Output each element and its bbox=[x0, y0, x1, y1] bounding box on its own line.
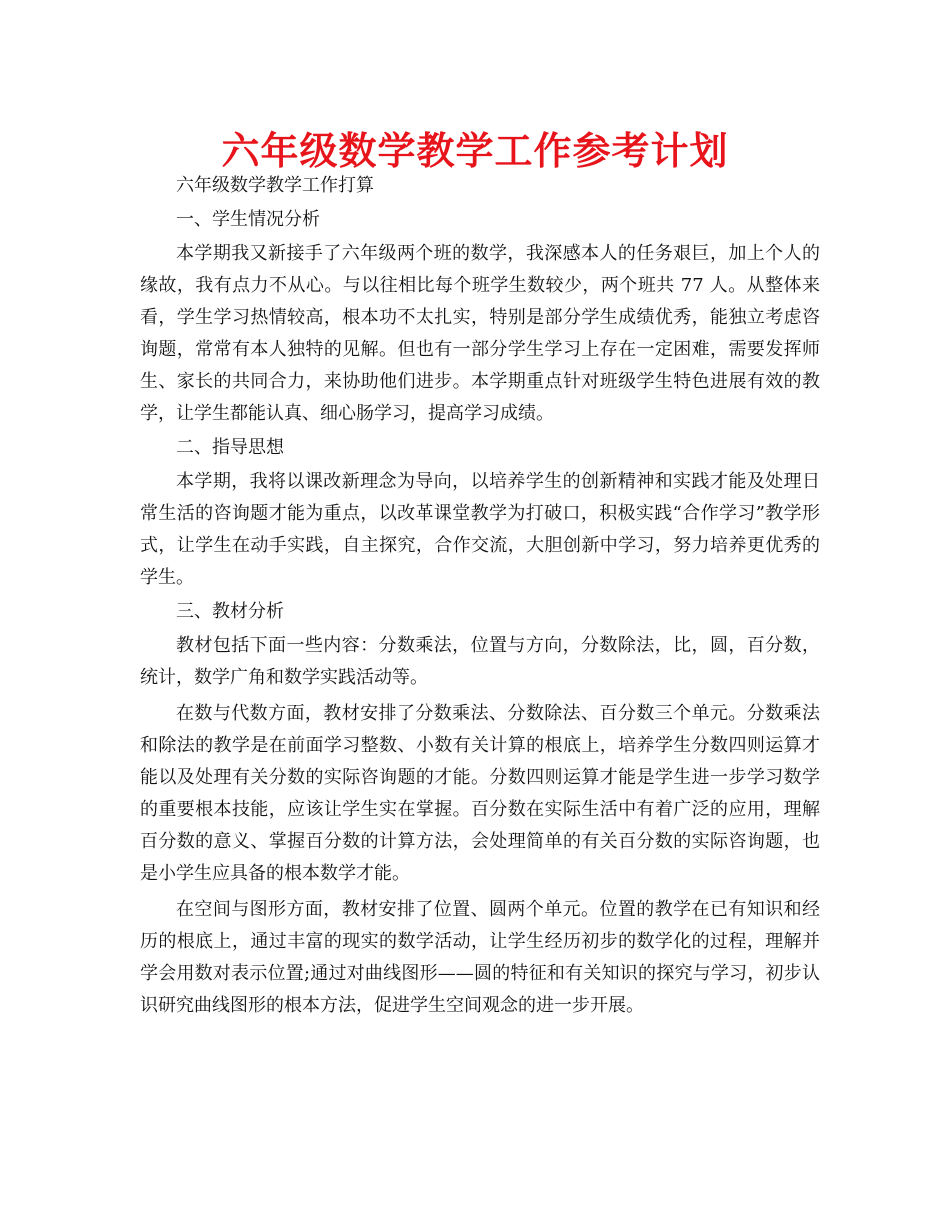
section-3-paragraph-2: 在数与代数方面，教材安排了分数乘法、分数除法、百分数三个单元。分数乘法和除法的教学是在前面学习整数、小数有关计算的根底上，培养学生分数四则运算才能以及处理有关分数的实际咨询题的才能。分数四则运算才能是学生进一步学习数学的重要根本技能，应该让学生实在掌握。百分数在实际生活中有着广泛的应用，理解百分数的意义、掌握百分数的计算方法，会处理简单的有关百分数的实际咨询题，也是小学生应具备的根本数学才能。 bbox=[140, 703, 820, 884]
document-title: 六年级数学教学工作参考计划 bbox=[221, 128, 729, 173]
section-3-paragraph-3: 在空间与图形方面，教材安排了位置、圆两个单元。位置的教学在已有知识和经历的根底上，通过丰富的现实的数学活动，让学生经历初步的数学化的过程，理解并学会用数对表示位置;通过对曲线图形——圆的特征和有关知识的探究与学习，初步认识研究曲线图形的根本方法，促进学生空间观念的进一步开展。 bbox=[140, 899, 820, 1016]
section-2-paragraph-1: 本学期，我将以课改新理念为导向，以培养学生的创新精神和实践才能及处理日常生活的咨询题才能为重点，以改革课堂教学为打破口，积极实践“合作学习”教学形式，让学生在动手实践，自主探究，合作交流，大胆创新中学习，努力培养更优秀的学生。 bbox=[140, 471, 820, 588]
section-heading-3: 三、教材分析 bbox=[176, 601, 284, 622]
document-body bbox=[140, 170, 820, 1024]
document-subtitle: 六年级数学教学工作打算 bbox=[176, 175, 374, 196]
section-heading-1: 一、学生情况分析 bbox=[176, 209, 320, 230]
section-1-paragraph-1: 本学期我又新接手了六年级两个班的数学，我深感本人的任务艰巨，加上个人的缘故，我有点力不从心。与以往相比每个班学生数较少，两个班共 77 人。从整体来看，学生学习热情较高，根本功不太扎实，特别是部分学生成绩优秀，能独立考虑咨询题，常常有本人独特的见解。但也有一部分学生学习上存在一定困难，需要发挥师生、家长的共同合力，来协助他们进步。本学期重点针对班级学生特色进展有效的教学，让学生都能认真、细心肠学习，提高学习成绩。 bbox=[140, 243, 820, 424]
section-heading-2: 二、指导思想 bbox=[176, 437, 284, 458]
section-3-paragraph-1: 教材包括下面一些内容：分数乘法，位置与方向，分数除法，比，圆，百分数，统计，数学广角和数学实践活动等。 bbox=[140, 635, 820, 688]
